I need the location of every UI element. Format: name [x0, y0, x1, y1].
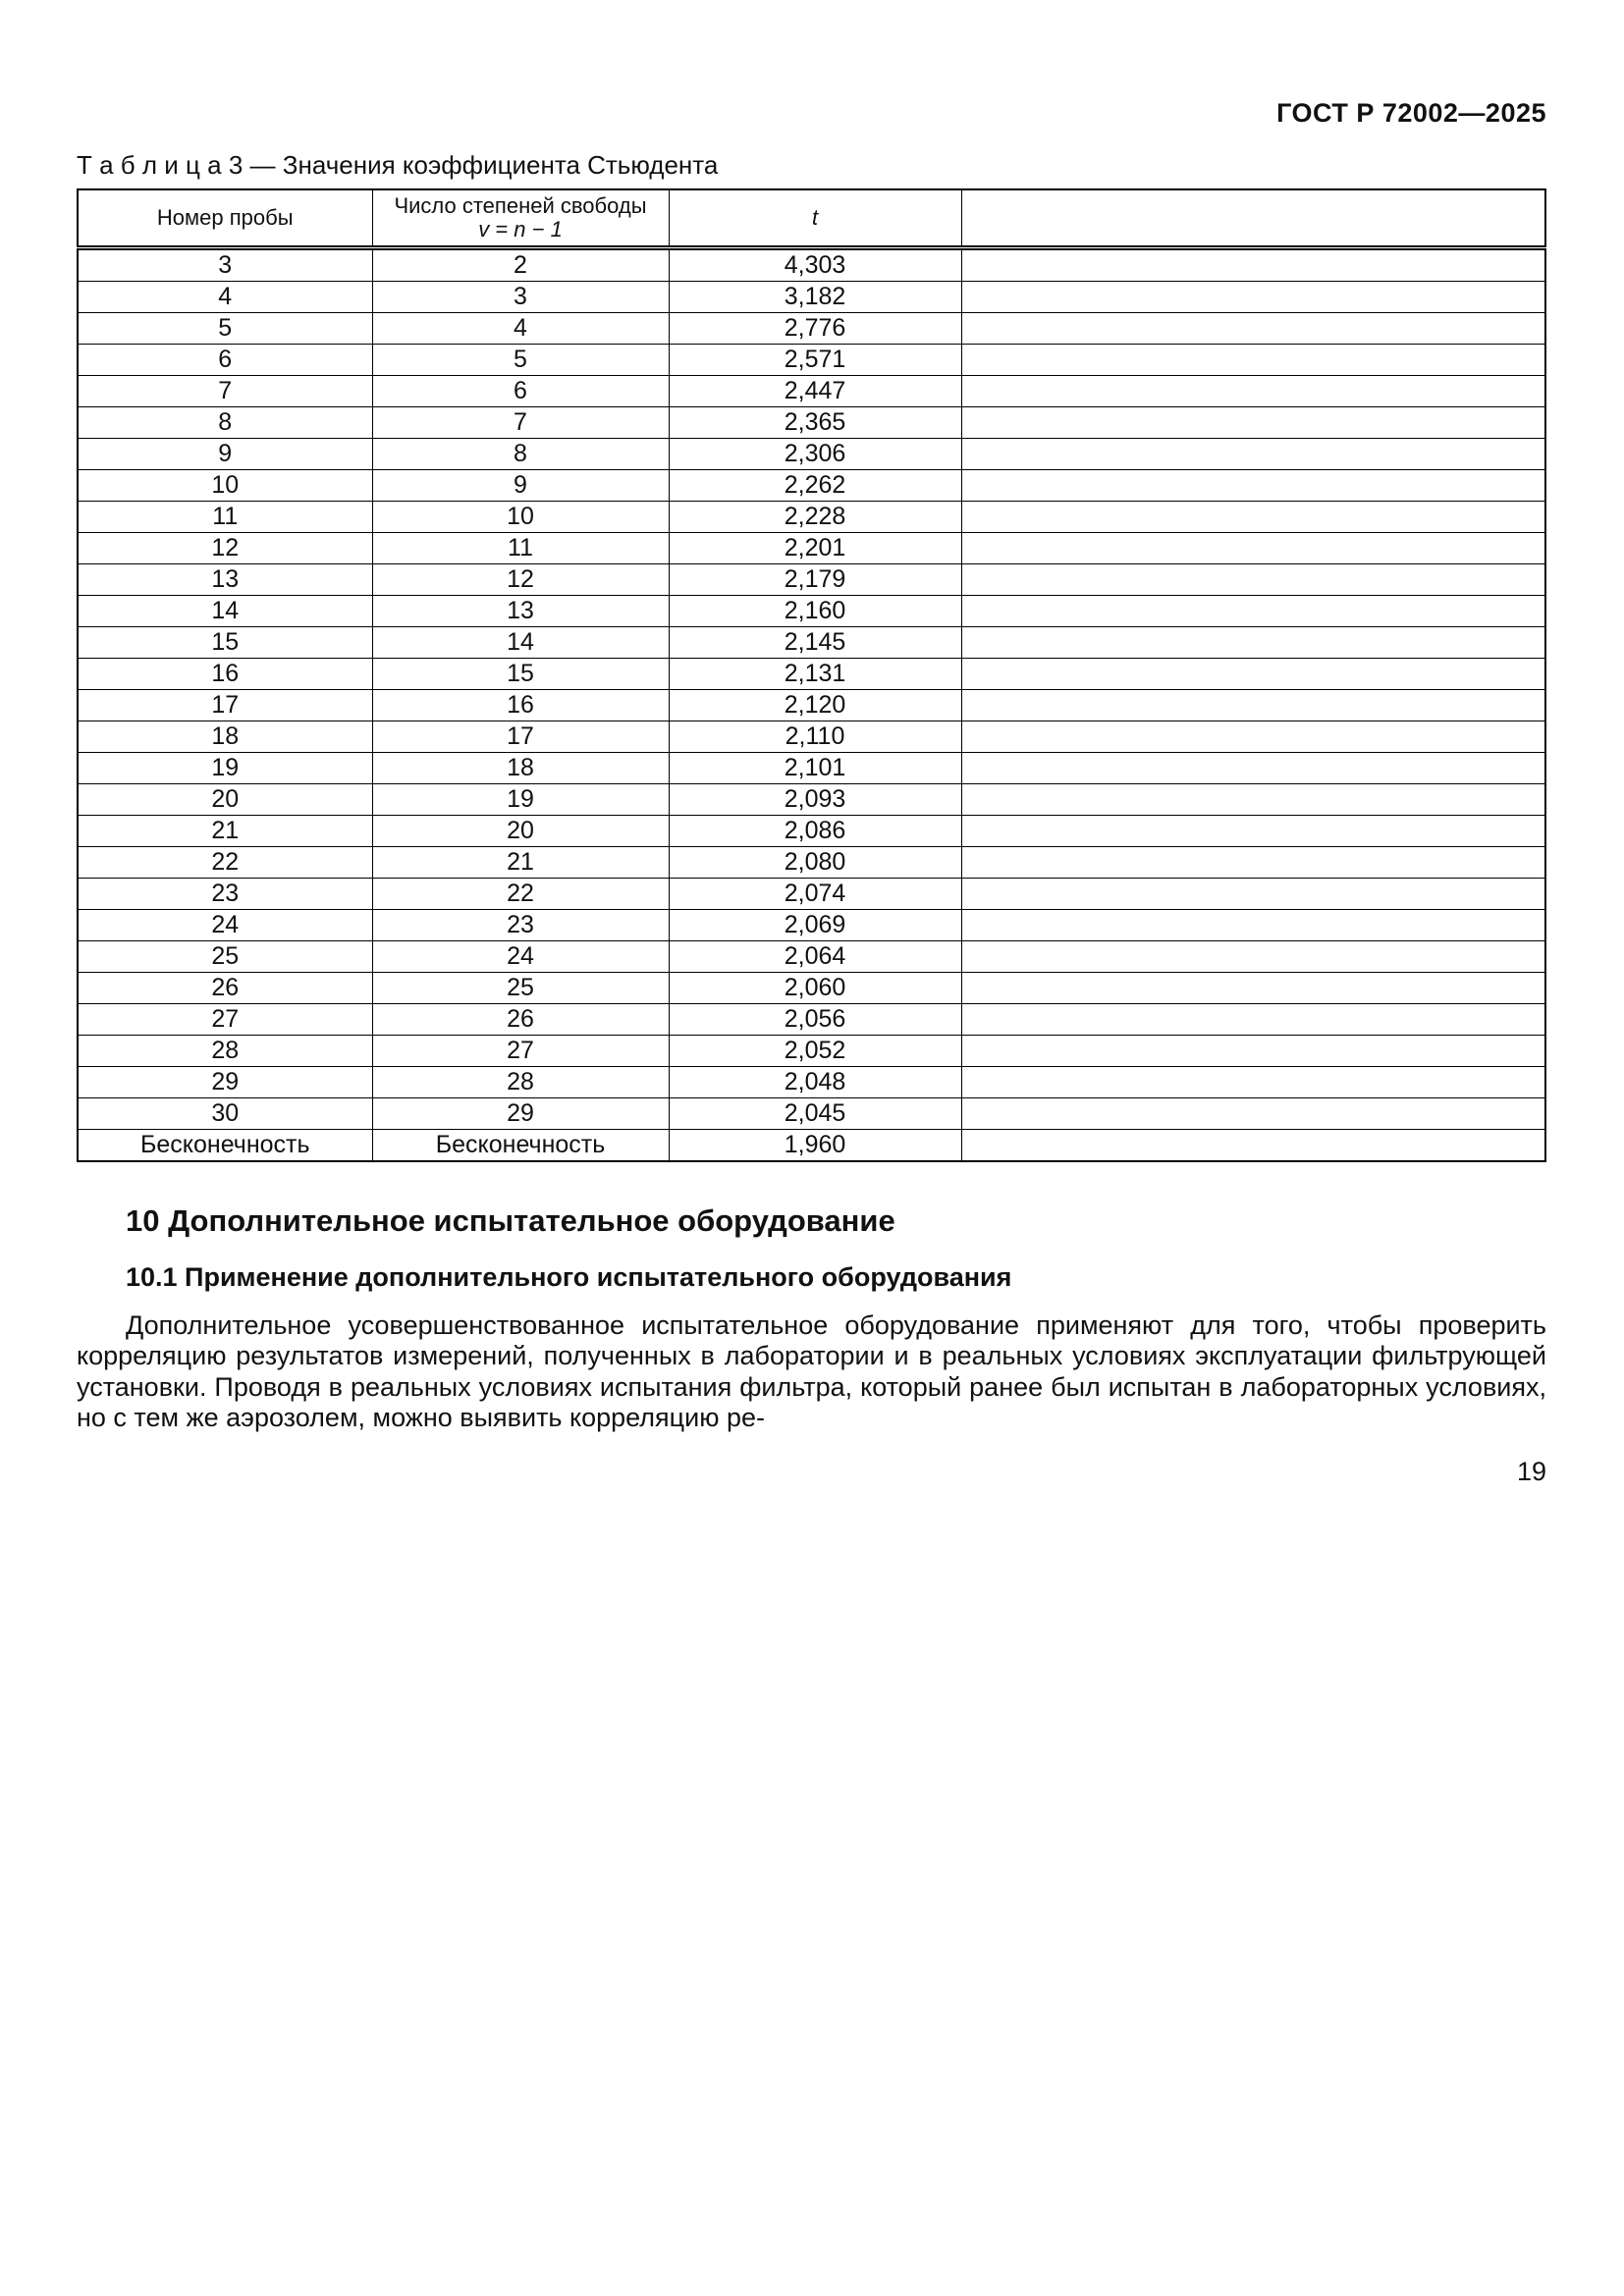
t-value-cell: 2,776 — [669, 313, 961, 345]
t-value-cell: 2,101 — [669, 753, 961, 784]
sample-number-cell: 20 — [78, 784, 372, 816]
sample-number-cell: 6 — [78, 345, 372, 376]
table-row — [78, 564, 1545, 596]
t-value-cell: 2,110 — [669, 721, 961, 753]
t-value-cell: 4,303 — [669, 248, 961, 282]
empty-cell — [961, 502, 1545, 533]
sample-number-cell: 17 — [78, 690, 372, 721]
t-value-cell: 2,201 — [669, 533, 961, 564]
t-value-cell: 2,131 — [669, 659, 961, 690]
table-row — [78, 1098, 1545, 1130]
dof-cell: 15 — [372, 659, 669, 690]
dof-header-line1: Число степеней свободы — [394, 193, 647, 218]
sample-number-cell: 21 — [78, 816, 372, 847]
empty-cell — [961, 1130, 1545, 1162]
table-row — [78, 973, 1545, 1004]
t-value-cell: 2,365 — [669, 407, 961, 439]
dof-cell: 29 — [372, 1098, 669, 1130]
table-row — [78, 1036, 1545, 1067]
dof-cell: 7 — [372, 407, 669, 439]
sample-number-cell: 29 — [78, 1067, 372, 1098]
empty-cell — [961, 1004, 1545, 1036]
sample-number-cell: 16 — [78, 659, 372, 690]
sample-number-cell: 14 — [78, 596, 372, 627]
table-row — [78, 1067, 1545, 1098]
t-value-cell: 2,447 — [669, 376, 961, 407]
table-row — [78, 627, 1545, 659]
sample-number-cell: 23 — [78, 879, 372, 910]
t-value-cell: 2,086 — [669, 816, 961, 847]
subsection-heading: 10.1 Применение дополнительного испытательного оборудования — [126, 1262, 1012, 1292]
page-content — [77, 0, 1546, 1487]
dof-cell: 6 — [372, 376, 669, 407]
empty-cell — [961, 1067, 1545, 1098]
table-header-row — [78, 189, 1545, 248]
dof-cell: 5 — [372, 345, 669, 376]
dof-cell: 4 — [372, 313, 669, 345]
sample-number-cell: 8 — [78, 407, 372, 439]
empty-cell — [961, 313, 1545, 345]
page-number: 19 — [1516, 1457, 1546, 1487]
empty-cell — [961, 533, 1545, 564]
dof-cell: 21 — [372, 847, 669, 879]
table-row — [78, 690, 1545, 721]
t-value-cell: 2,080 — [669, 847, 961, 879]
empty-cell — [961, 564, 1545, 596]
sample-number-cell: 10 — [78, 470, 372, 502]
t-value-cell: 2,056 — [669, 1004, 961, 1036]
sample-number-cell: 13 — [78, 564, 372, 596]
empty-cell — [961, 345, 1545, 376]
t-value-cell: 2,306 — [669, 439, 961, 470]
table-caption — [77, 150, 1546, 181]
sample-number-cell: 30 — [78, 1098, 372, 1130]
empty-cell — [961, 1098, 1545, 1130]
t-value-cell: 2,160 — [669, 596, 961, 627]
t-value-cell: 2,145 — [669, 627, 961, 659]
table-row — [78, 1130, 1545, 1162]
sample-number-cell: 3 — [78, 248, 372, 282]
table-row — [78, 533, 1545, 564]
empty-cell — [961, 784, 1545, 816]
sample-number-cell: 26 — [78, 973, 372, 1004]
empty-cell — [961, 847, 1545, 879]
sample-number-cell: 18 — [78, 721, 372, 753]
t-value-cell: 1,960 — [669, 1130, 961, 1162]
empty-cell — [961, 596, 1545, 627]
sample-number-cell: 24 — [78, 910, 372, 941]
dof-cell: 19 — [372, 784, 669, 816]
empty-cell — [961, 248, 1545, 282]
dof-cell: 9 — [372, 470, 669, 502]
col-header-sample-number: Номер пробы — [78, 189, 372, 248]
sample-number-cell: Бесконечность — [78, 1130, 372, 1162]
empty-cell — [961, 941, 1545, 973]
sample-number-cell: 5 — [78, 313, 372, 345]
sample-number-cell: 11 — [78, 502, 372, 533]
t-value-cell: 2,262 — [669, 470, 961, 502]
empty-cell — [961, 1036, 1545, 1067]
dof-cell: 14 — [372, 627, 669, 659]
empty-cell — [961, 910, 1545, 941]
dof-cell: 8 — [372, 439, 669, 470]
table-row — [78, 1004, 1545, 1036]
sample-number-cell: 15 — [78, 627, 372, 659]
dof-cell: 20 — [372, 816, 669, 847]
body-paragraph: Дополнительное усовершенствованное испытательное оборудование применяют для того, чтобы проверить корреляцию результатов измерений, полученных в лаборатории и в реальных условиях эксплуатации фильтрующей установки. Проводя в реальных условиях испытания фильтра, который ранее был испытан в лабораторных условиях, но с тем же аэрозолем, можно выявить корреляцию ре- — [77, 1310, 1546, 1432]
section-heading: 10 Дополнительное испытательное оборудование — [126, 1203, 895, 1238]
empty-cell — [961, 470, 1545, 502]
dof-cell: 16 — [372, 690, 669, 721]
t-value-cell: 2,228 — [669, 502, 961, 533]
dof-header-formula: v = n − 1 — [478, 217, 563, 241]
dof-cell: 26 — [372, 1004, 669, 1036]
dof-cell: 2 — [372, 248, 669, 282]
table-row — [78, 941, 1545, 973]
t-value-cell: 2,064 — [669, 941, 961, 973]
empty-cell — [961, 879, 1545, 910]
empty-header-cell — [961, 189, 1545, 248]
dof-cell: 25 — [372, 973, 669, 1004]
t-value-cell: 2,074 — [669, 879, 961, 910]
table-caption-text: Т а б л и ц а 3 — Значения коэффициента Стьюдента — [77, 150, 719, 180]
empty-cell — [961, 627, 1545, 659]
table-row — [78, 596, 1545, 627]
dof-cell: 17 — [372, 721, 669, 753]
doc-number: ГОСТ Р 72002—2025 — [1276, 98, 1546, 128]
table-row — [78, 376, 1545, 407]
table-row — [78, 345, 1545, 376]
table-row — [78, 910, 1545, 941]
table-row — [78, 470, 1545, 502]
empty-cell — [961, 407, 1545, 439]
table-row — [78, 753, 1545, 784]
student-table-body — [78, 248, 1545, 1162]
table-row — [78, 248, 1545, 282]
empty-cell — [961, 659, 1545, 690]
empty-cell — [961, 376, 1545, 407]
t-value-cell: 2,571 — [669, 345, 961, 376]
sample-number-cell: 19 — [78, 753, 372, 784]
sample-number-cell: 27 — [78, 1004, 372, 1036]
t-value-cell: 2,048 — [669, 1067, 961, 1098]
sample-number-cell: 25 — [78, 941, 372, 973]
dof-cell: 18 — [372, 753, 669, 784]
empty-cell — [961, 690, 1545, 721]
col-header-degrees-of-freedom — [372, 189, 669, 248]
dof-cell: 12 — [372, 564, 669, 596]
dof-cell: 11 — [372, 533, 669, 564]
t-value-cell: 2,052 — [669, 1036, 961, 1067]
sample-number-cell: 7 — [78, 376, 372, 407]
t-value-cell: 2,069 — [669, 910, 961, 941]
table-row — [78, 439, 1545, 470]
table-row — [78, 816, 1545, 847]
dof-cell: 23 — [372, 910, 669, 941]
sample-number-cell: 22 — [78, 847, 372, 879]
table-row — [78, 847, 1545, 879]
dof-cell: 22 — [372, 879, 669, 910]
t-value-cell: 3,182 — [669, 282, 961, 313]
dof-cell: 3 — [372, 282, 669, 313]
t-value-cell: 2,060 — [669, 973, 961, 1004]
sample-number-cell: 9 — [78, 439, 372, 470]
empty-cell — [961, 753, 1545, 784]
sample-number-cell: 28 — [78, 1036, 372, 1067]
empty-cell — [961, 721, 1545, 753]
sample-number-cell: 4 — [78, 282, 372, 313]
table-row — [78, 879, 1545, 910]
table-row — [78, 659, 1545, 690]
t-value-cell: 2,179 — [669, 564, 961, 596]
table-row — [78, 784, 1545, 816]
dof-cell: 13 — [372, 596, 669, 627]
dof-cell: Бесконечность — [372, 1130, 669, 1162]
table-row — [78, 502, 1545, 533]
table-row — [78, 282, 1545, 313]
col-header-t: t — [669, 189, 961, 248]
empty-cell — [961, 973, 1545, 1004]
table-row — [78, 313, 1545, 345]
empty-cell — [961, 282, 1545, 313]
dof-cell: 27 — [372, 1036, 669, 1067]
t-value-cell: 2,093 — [669, 784, 961, 816]
dof-cell: 10 — [372, 502, 669, 533]
sample-number-cell: 12 — [78, 533, 372, 564]
empty-cell — [961, 816, 1545, 847]
table-row — [78, 407, 1545, 439]
dof-cell: 28 — [372, 1067, 669, 1098]
empty-cell — [961, 439, 1545, 470]
t-value-cell: 2,120 — [669, 690, 961, 721]
dof-cell: 24 — [372, 941, 669, 973]
student-t-table — [77, 188, 1546, 1162]
table-row — [78, 721, 1545, 753]
t-value-cell: 2,045 — [669, 1098, 961, 1130]
